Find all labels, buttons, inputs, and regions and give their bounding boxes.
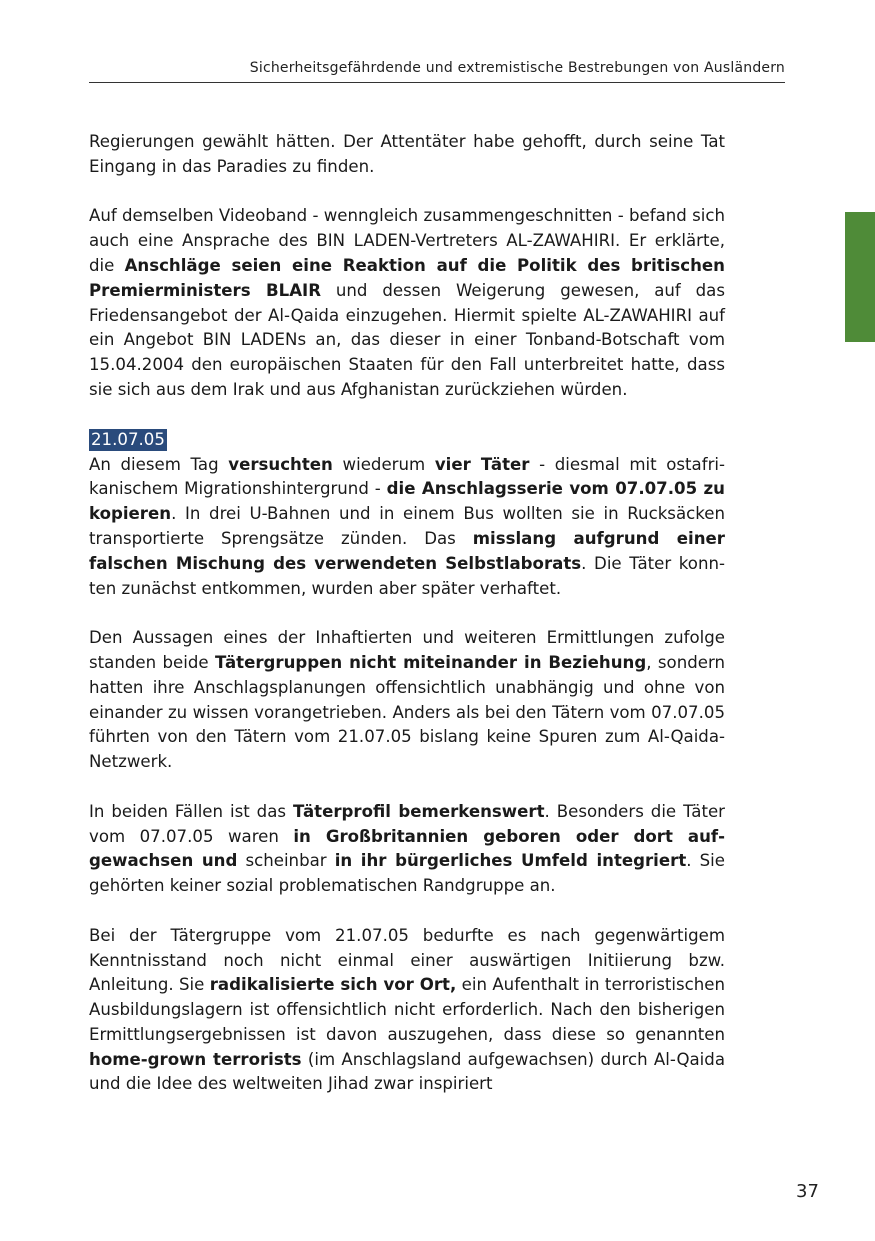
paragraph-3 [89, 453, 725, 602]
body-text [89, 130, 725, 1097]
text-run: und dessen Weigerung gewesen, auf das Friedensangebot der Al-Qaida einzugehen. Hiermit spielte AL-ZAWAHIRI auf ein Angebot BIN LADENs an, das dieser in einer Tonband-Botschaft vom 15.04.2004 den europäischen Staaten für den Fall unterbreitet hatte, dass sie sich aus dem Irak und aus Afghanistan zurückziehen würden. [89, 280, 725, 399]
text-run: Bei der Tätergruppe vom 21.07.05 bedurfte es nach gegenwärtigem Kenntnisstand noch nicht einmal einer auswärtigen Initiierung bzw. Anleitung. Sie [89, 925, 725, 995]
date-highlight: 21.07.05 [91, 429, 165, 449]
bold-run: versuchten [228, 454, 333, 474]
text-run: wiederum [332, 454, 435, 474]
bold-run: in Großbritannien geboren oder dort aufgewachsen und [89, 826, 725, 871]
text-run: (im Anschlagsland aufgewachsen) durch Al-Qaida und die Idee des weltweiten Jihad zwar inspiriert [89, 1049, 725, 1094]
text-run: Den Aussagen eines der Inhaftierten und weiteren Ermittlungen zufolge standen beide [89, 628, 725, 672]
text-run: . Besonders die Täter vom 07.07.05 waren [89, 801, 725, 846]
paragraph-2 [89, 204, 725, 402]
text-run: ein Aufenthalt in terroristischen Ausbildungslagern ist offensichtlich nicht erforderlich. Nach den bisherigen Ermittlungsergebnissen ist davon auszugehen, dass diese so genannten [89, 975, 725, 1044]
running-header: Sicherheitsgefährdende und extremistische Bestrebungen von Ausländern [249, 60, 785, 76]
bold-run: die Anschlagsserie vom 07.07.05 zu kopieren [89, 479, 725, 524]
text-run: , sondern hatten ihre Anschlagsplanungen offensichtlich unabhängig und ohne von einander zu wissen vorangetrieben. Anders als bei den Tätern vom 07.07.05 führten von den Tätern vom 21.07.05 bislang keine Spuren zum Al-Qaida-Netzwerk. [89, 652, 726, 772]
bold-run: Anschläge seien eine Reaktion auf die Politik des britischen Premierministers BLAIR [89, 255, 725, 300]
bold-run: Tätergruppen nicht miteinander in Beziehung [214, 652, 647, 672]
bold-run: Täterprofil bemerkenswert [292, 801, 545, 821]
bold-run: vier Täter [434, 454, 530, 474]
paragraph-6 [89, 924, 725, 1098]
text-run: . Sie gehörten keiner sozial problematischen Randgruppe an. [89, 851, 725, 896]
text-run: Auf demselben Videoband - wenngleich zusammengeschnitten - befand sich auch eine Ansprache des BIN LADEN-Vertreters AL-ZAWAHIRI. Er erklärte, die [89, 206, 725, 275]
text-run: scheinbar [237, 851, 335, 871]
bold-run: in ihr bürgerliches Umfeld integriert [334, 851, 687, 871]
bold-run: home-grown terrorists [89, 1049, 302, 1069]
section-date [89, 428, 725, 453]
text-run: An diesem Tag [89, 454, 229, 474]
paragraph-1: Regierungen gewählt hätten. Der Attentäter habe gehofft, durch seine Tat Eingang in das Paradies zu finden. [89, 132, 725, 176]
page-number: 37 [796, 1181, 819, 1202]
paragraph-5 [89, 800, 725, 899]
paragraph-4 [89, 626, 725, 775]
text-run: . Die Täter konnten zunächst entkommen, wurden aber später verhaftet. [89, 553, 725, 598]
bold-run: radikalisierte sich vor Ort, [209, 975, 457, 995]
text-run: - diesmal mit ostafrikanischem Migrationshintergrund - [89, 454, 726, 499]
chapter-side-tab [845, 212, 875, 342]
header-divider [89, 82, 785, 83]
text-run: . In drei U-Bahnen und in einem Bus wollten sie in Rucksäcken transportierte Sprengsätze zünden. Das [89, 504, 725, 548]
bold-run: misslang aufgrund einer falschen Mischung des verwendeten Selbstlaborats [89, 528, 725, 573]
text-run: In beiden Fällen ist das [89, 801, 293, 821]
